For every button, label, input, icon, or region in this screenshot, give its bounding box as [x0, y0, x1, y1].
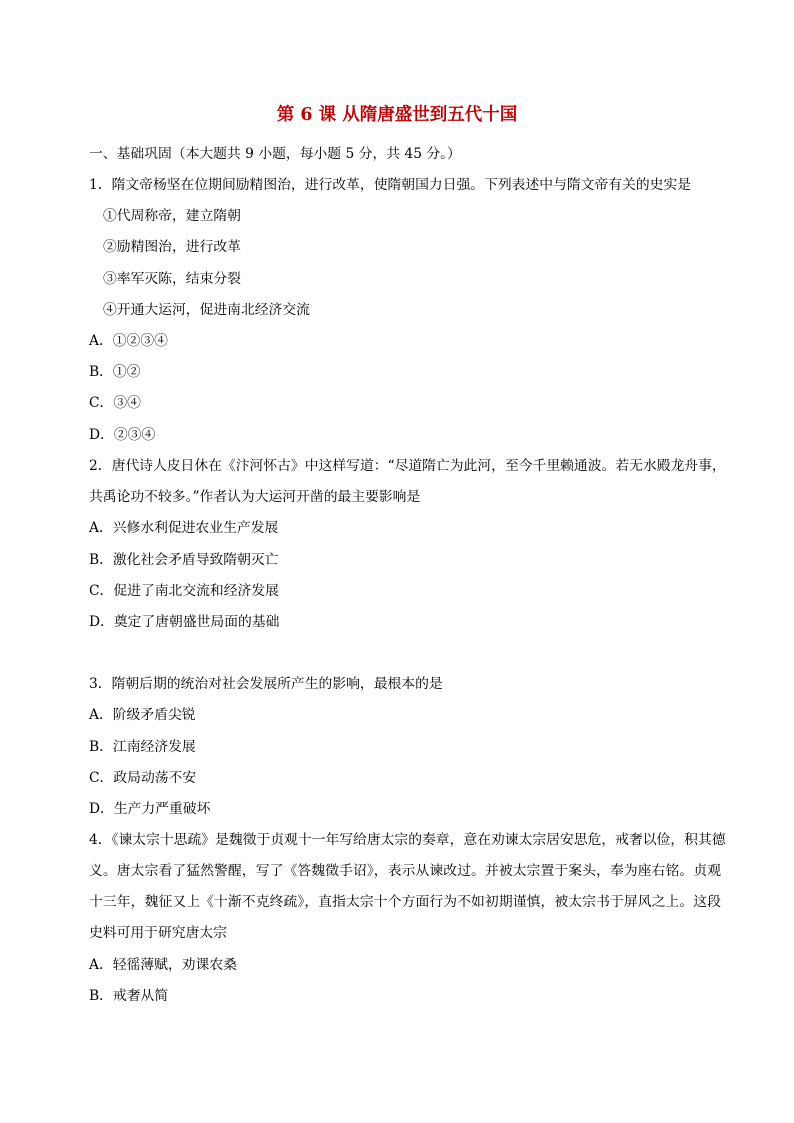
question-3-stem: 3．隋朝后期的统治对社会发展所产生的影响，最根本的是 — [89, 676, 443, 692]
question-1-option-c: C．③④ — [89, 395, 141, 411]
question-1-option-a: A．①②③④ — [89, 333, 168, 349]
question-2-option-b: B．激化社会矛盾导致隋朝灭亡 — [89, 552, 279, 568]
question-1-stem: 1．隋文帝杨坚在位期间励精图治，进行改革，使隋朝国力日强。下列表述中与隋文帝有关的史实是 — [89, 177, 692, 193]
section-heading: 一、基础巩固（本大题共 9 小题，每小题 5 分，共 45 分。） — [89, 146, 461, 162]
question-4-option-a: A．轻徭薄赋，劝课农桑 — [89, 957, 237, 973]
question-4-stem-line-1: 4．《谏太宗十思疏》是魏徵于贞观十一年写给唐太宗的奏章，意在劝谏太宗居安思危，戒奢以俭，积其德 — [89, 832, 726, 848]
question-3-option-d: D．生产力严重破坏 — [89, 801, 211, 817]
question-1-item-1: ①代周称帝，建立隋朝 — [103, 208, 241, 224]
lesson-title: 第 6 课 从隋唐盛世到五代十国 — [276, 105, 518, 125]
question-3-option-b: B．江南经济发展 — [89, 739, 196, 755]
question-3-option-a: A．阶级矛盾尖锐 — [89, 707, 196, 723]
question-2-option-d: D．奠定了唐朝盛世局面的基础 — [89, 614, 280, 630]
question-4-stem-line-3: 十三年，魏征又上《十渐不克终疏》，直指太宗十个方面行为不如初期谨慎，被太宗书于屏风之上。这段 — [89, 894, 721, 910]
question-1-item-2: ②励精图治，进行改革 — [103, 239, 241, 255]
question-1-option-d: D．②③④ — [89, 427, 156, 443]
question-4-stem-line-4: 史料可用于研究唐太宗 — [89, 925, 227, 941]
question-3-option-c: C．政局动荡不安 — [89, 770, 197, 786]
question-2-option-c: C．促进了南北交流和经济发展 — [89, 583, 279, 599]
question-2-stem-line-2: 共禹论功不较多。”作者认为大运河开凿的最主要影响是 — [89, 489, 421, 505]
question-2-option-a: A．兴修水利促进农业生产发展 — [89, 520, 279, 536]
question-4-stem-line-2: 义。唐太宗看了猛然警醒，写了《答魏徵手诏》，表示从谏改过。并被太宗置于案头，奉为座右铭。贞观 — [89, 863, 721, 879]
question-1-item-3: ③率军灭陈，结束分裂 — [103, 271, 241, 287]
question-4-option-b: B．戒奢从简 — [89, 988, 169, 1004]
question-1-item-4: ④开通大运河，促进南北经济交流 — [103, 302, 310, 318]
question-1-option-b: B．①② — [89, 364, 141, 380]
question-2-stem-line-1: 2．唐代诗人皮日休在《汴河怀古》中这样写道：“尽道隋亡为此河，至今千里赖通波。若无水殿龙舟事， — [89, 458, 726, 474]
